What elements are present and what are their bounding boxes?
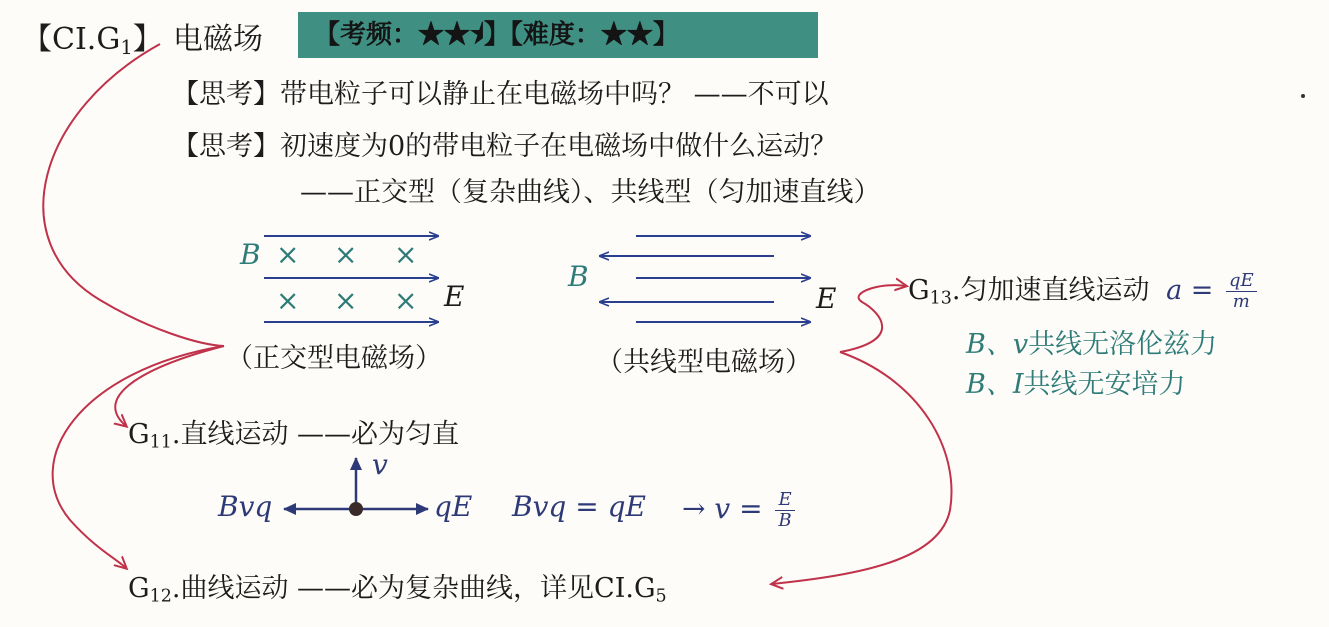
margin-speck xyxy=(1301,94,1305,98)
left-caption: （正交型电磁场） xyxy=(226,343,442,374)
freq-stars: ★★ xyxy=(418,20,471,50)
g13-prefix: G xyxy=(908,275,930,306)
g11-sub: 11 xyxy=(149,432,172,453)
left-field-lines xyxy=(264,236,438,322)
freq-half-star-icon: ⯨ xyxy=(470,20,484,50)
left-cross-1: × xyxy=(276,238,300,271)
force-result-den: B xyxy=(778,510,792,531)
force-up-label: v xyxy=(372,448,388,481)
right-field-lines xyxy=(600,236,810,322)
think-answer-2: ——正交型（复杂曲线）、共线型（匀加速直线） xyxy=(300,177,881,208)
freq-close: 】 xyxy=(483,20,510,50)
particle-dot xyxy=(349,502,363,516)
g13-note-1-var: B、v xyxy=(966,329,1029,360)
right-e-label: E xyxy=(816,282,837,315)
left-cross-2: × xyxy=(334,238,358,271)
g13-note-1-text: 共线无洛伦兹力 xyxy=(1028,329,1218,360)
force-right-label: qE xyxy=(434,490,473,523)
connector-left-to-g11 xyxy=(115,346,224,426)
g12-prefix: G xyxy=(128,573,150,604)
think-label-1: 【思考】 xyxy=(172,79,280,110)
section-code-open: 【CI.G xyxy=(22,22,121,57)
connector-title-to-left-caption xyxy=(43,44,224,346)
think-text-1: 带电粒子可以静止在电磁场中吗？ ——不可以 xyxy=(280,79,829,110)
force-result-prefix: → v = xyxy=(682,492,763,525)
page-title: 电磁场 xyxy=(173,22,263,57)
force-equation: Bvq = qE xyxy=(512,490,646,523)
right-caption: （共线型电磁场） xyxy=(596,347,812,378)
diff-stars: ★★ xyxy=(600,20,653,50)
g11-prefix: G xyxy=(128,419,150,450)
section-code-sub: 1 xyxy=(120,35,133,59)
force-result-num: E xyxy=(775,490,794,511)
g12-sub: 12 xyxy=(149,586,172,607)
left-cross-5: × xyxy=(334,284,358,317)
connector-right-to-g13 xyxy=(840,285,906,352)
think-text-2: 初速度为0的带电粒子在电磁场中做什么运动？ xyxy=(280,131,838,162)
section-code-close: 】 xyxy=(132,22,163,57)
g12-ref-sub: 5 xyxy=(655,586,667,607)
right-b-label: B xyxy=(568,260,589,293)
diff-close: 】 xyxy=(652,20,679,50)
g13-note-2-text: 共线无安培力 xyxy=(1023,369,1186,400)
force-arrows xyxy=(284,458,428,509)
g12-text: .曲线运动 ——必为复杂曲线，详见CI.G xyxy=(171,573,656,604)
left-cross-4: × xyxy=(276,284,300,317)
left-b-label: B xyxy=(240,238,261,271)
left-e-label: E xyxy=(444,280,465,313)
g11-text: .直线运动 ——必为匀直 xyxy=(171,419,460,450)
g13-formula-lhs: a = xyxy=(1166,275,1214,306)
connector-right-to-g12ref xyxy=(772,352,952,584)
freq-label: 【考频： xyxy=(314,20,419,50)
left-cross-3: × xyxy=(394,238,418,271)
g13-formula-num: qE xyxy=(1226,271,1257,292)
think-label-2: 【思考】 xyxy=(172,131,280,162)
diff-label: 【难度： xyxy=(509,20,601,50)
g13-sub: 13 xyxy=(929,288,952,309)
connector-arrows xyxy=(43,44,951,584)
g13-formula-den: m xyxy=(1232,291,1250,312)
force-left-label: Bvq xyxy=(218,490,273,523)
g13-note-2-var: B、I xyxy=(966,369,1024,400)
left-cross-6: × xyxy=(394,284,418,317)
g13-text: .匀加速直线运动 xyxy=(951,275,1150,306)
